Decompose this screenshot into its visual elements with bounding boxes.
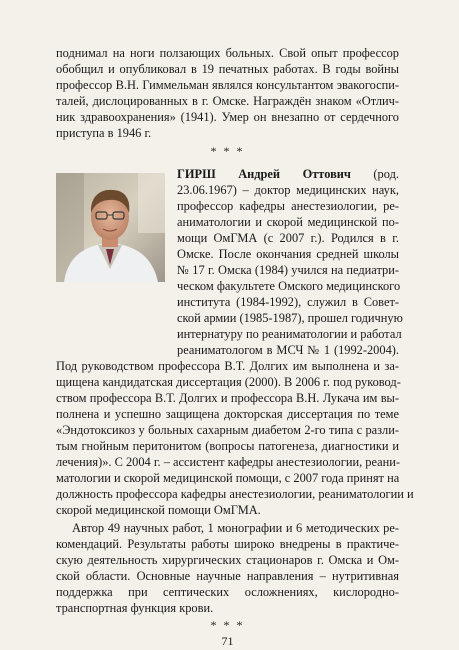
text-line: 23.06.1967) – доктор медицинских наук, — [177, 183, 399, 197]
text-line: тым гнойным перитонитом (вопросы патогенеза, диагностики и — [56, 439, 399, 453]
text-line: Омске. После окончания средней школы — [177, 247, 399, 261]
text-line: Под руководством профессора В.Т. Долгих им выполнена и за- — [56, 359, 399, 373]
text-line: ской области. Основные научные направления – нутритивная — [56, 569, 399, 583]
text-line: мощи ОмГМА (с 2007 г.). Родился в г. — [177, 231, 399, 245]
text-line: Автор 49 научных работ, 1 монографии и 6 методических ре- — [72, 521, 399, 535]
text-line: ческом факультете Омского медицинского — [177, 279, 401, 293]
text-line: поднимал на ноги ползающих больных. Свой опыт профессор — [56, 46, 399, 60]
text-line: интернатуру по реаниматологии и работал — [177, 327, 402, 341]
person-name: ГИРШ Андрей Оттович — [177, 167, 351, 181]
text-line: должность профессора кафедры анестезиологии, реаниматологии и — [56, 487, 414, 501]
text-line: профессор В.Н. Гиммельман являлся консультантом эвакогоспи- — [56, 78, 399, 92]
text-line: матологии и скорой медицинской помощи, с 2007 года принят на — [56, 471, 400, 485]
text-line: комендаций. Результаты работы широко внедрены в практиче- — [56, 537, 399, 551]
text-line: приступа в 1946 г. — [56, 126, 152, 140]
text-line: «Эндотоксикоз у больных сахарным диабетом 2-го типа с разли- — [56, 423, 399, 437]
section-separator: * * * — [210, 618, 245, 632]
portrait-image — [56, 173, 165, 282]
text-line: ник здравоохранения» (1941). Умер он внезапно от сердечного — [56, 110, 399, 124]
text-line: профессор кафедры анестезиологии, ре- — [177, 199, 399, 213]
text-line: ской армии (1985-1987), прошел годичную — [177, 311, 403, 325]
text-line: щищена кандидатская диссертация (2000). В 2006 г. под руковод- — [56, 375, 401, 389]
birth-open: (род. — [350, 167, 399, 181]
text-line: лечения)». С 2004 г. – ассистент кафедры анестезиологии, реани- — [56, 455, 401, 469]
page-number: 71 — [221, 634, 234, 648]
text-line: ством профессора В.Т. Долгих и профессора В.Н. Лукача им вы- — [56, 391, 399, 405]
text-line: № 17 г. Омска (1984) учился на педиатри- — [177, 263, 399, 277]
portrait-photo — [56, 173, 165, 282]
text-line: реаниматологом в МСЧ № 1 (1992-2004). — [177, 343, 399, 357]
text-line: полнена и успешно защищена докторская диссертация по теме — [56, 407, 399, 421]
text-line: скорой медицинской помощи ОмГМА. — [56, 503, 261, 517]
text-line: талей, дислоцированных в г. Омске. Награждён знаком «Отлич- — [56, 94, 399, 108]
text-line: института (1984-1992), служил в Совет- — [177, 295, 399, 309]
bio-heading-line — [177, 166, 399, 182]
section-separator: * * * — [210, 144, 245, 158]
text-line: транспортная функция крови. — [56, 601, 214, 615]
text-line: аниматологии и скорой медицинской по- — [177, 215, 399, 229]
text-line: обобщил и опубликовал в 19 печатных работах. В годы войны — [56, 62, 399, 76]
text-line: поддержка при септических осложнениях, кислородно- — [56, 585, 399, 599]
text-line: скую деятельность хирургических стационаров г. Омска и Ом- — [56, 553, 399, 567]
